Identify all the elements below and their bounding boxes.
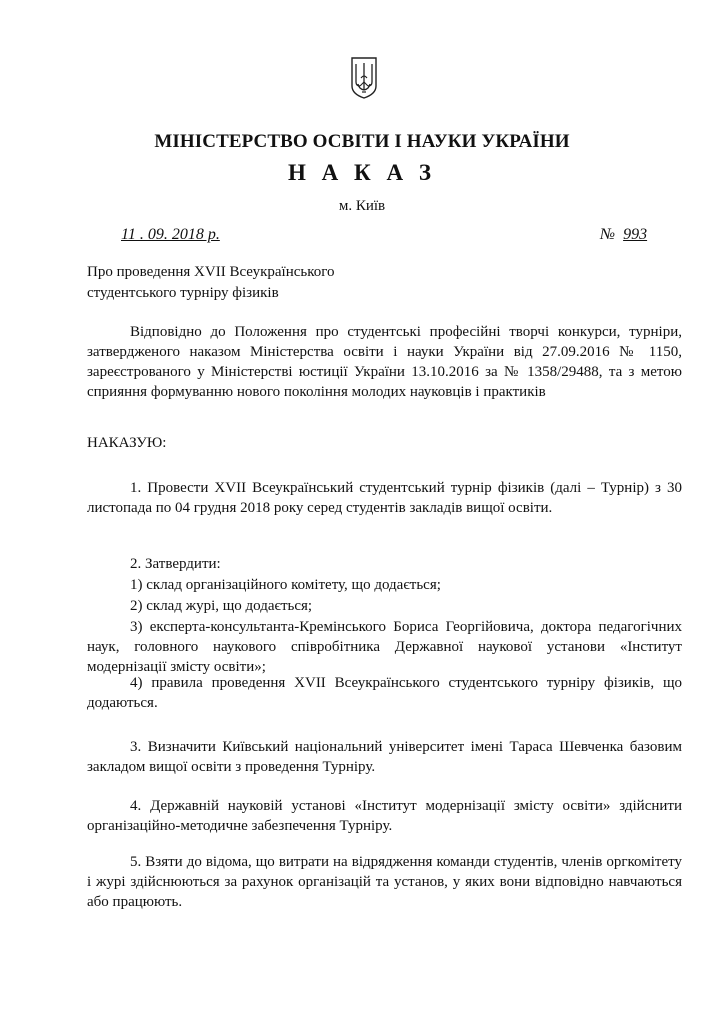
subject-line: Про проведення XVII Всеукраїнського [87, 264, 335, 280]
order-heading: Н А К А З [288, 160, 436, 185]
preamble-paragraph: Відповідно до Положення про студентські професійні творчі конкурси, турніри, затвердженого наказом Міністерства освіти і науки України від 27.09.2016 № 1150, зареєстрованого у Міністерстві юстиції України 13.10.2016 за № 1358/29488, та з метою сприяння формуванню нового покоління молодих науковців і практиків [87, 324, 682, 400]
order-number [600, 226, 647, 244]
item-3-paragraph: 3. Визначити Київський національний університет імені Тараса Шевченка базовим закладом вищої освіти з проведення Турніру. [87, 739, 682, 775]
trident-emblem-icon [349, 56, 379, 100]
city-label: м. Київ [338, 198, 386, 214]
item-2-sub-3: 3) експерта-консультанта-Кремінського Бориса Георгійовича, доктора педагогічних наук, головного наукового співробітника Державної наукової установи «Інститут модернізації змісту освіти»; [87, 619, 682, 675]
order-number-label: № [600, 226, 616, 243]
ministry-title: МІНІСТЕРСТВО ОСВІТИ І НАУКИ УКРАЇНИ [154, 131, 570, 152]
item-1-paragraph: 1. Провести XVII Всеукраїнський студентський турнір фізиків (далі – Турнір) з 30 листопада по 04 грудня 2018 року серед студентів закладів вищої освіти. [87, 480, 682, 516]
order-word: НАКАЗУЮ: [87, 435, 167, 451]
order-subject [87, 262, 335, 304]
item-5-paragraph: 5. Взяти до відома, що витрати на відрядження команди студентів, членів оргкомітету і журі здійснюються за рахунок організацій та установ, у яких вони відповідно навчаються або працюють. [87, 854, 682, 910]
item-4-paragraph: 4. Державній науковій установі «Інститут модернізації змісту освіти» здійснити організаційно-методичне забезпечення Турніру. [87, 798, 682, 834]
order-number-value: 993 [623, 226, 648, 243]
order-date-value: 11 . 09. 2018 р. [121, 226, 220, 243]
item-2-sub-4: 4) правила проведення XVII Всеукраїнського студентського турніру фізиків, що додаються. [87, 675, 682, 711]
order-date [95, 226, 220, 244]
item-2-sub-1: 1) склад організаційного комітету, що додається; [130, 577, 441, 593]
item-2-title: 2. Затвердити: [130, 556, 221, 572]
subject-line: студентського турніру фізиків [87, 285, 279, 301]
item-2-sub-2: 2) склад журі, що додається; [130, 598, 313, 614]
